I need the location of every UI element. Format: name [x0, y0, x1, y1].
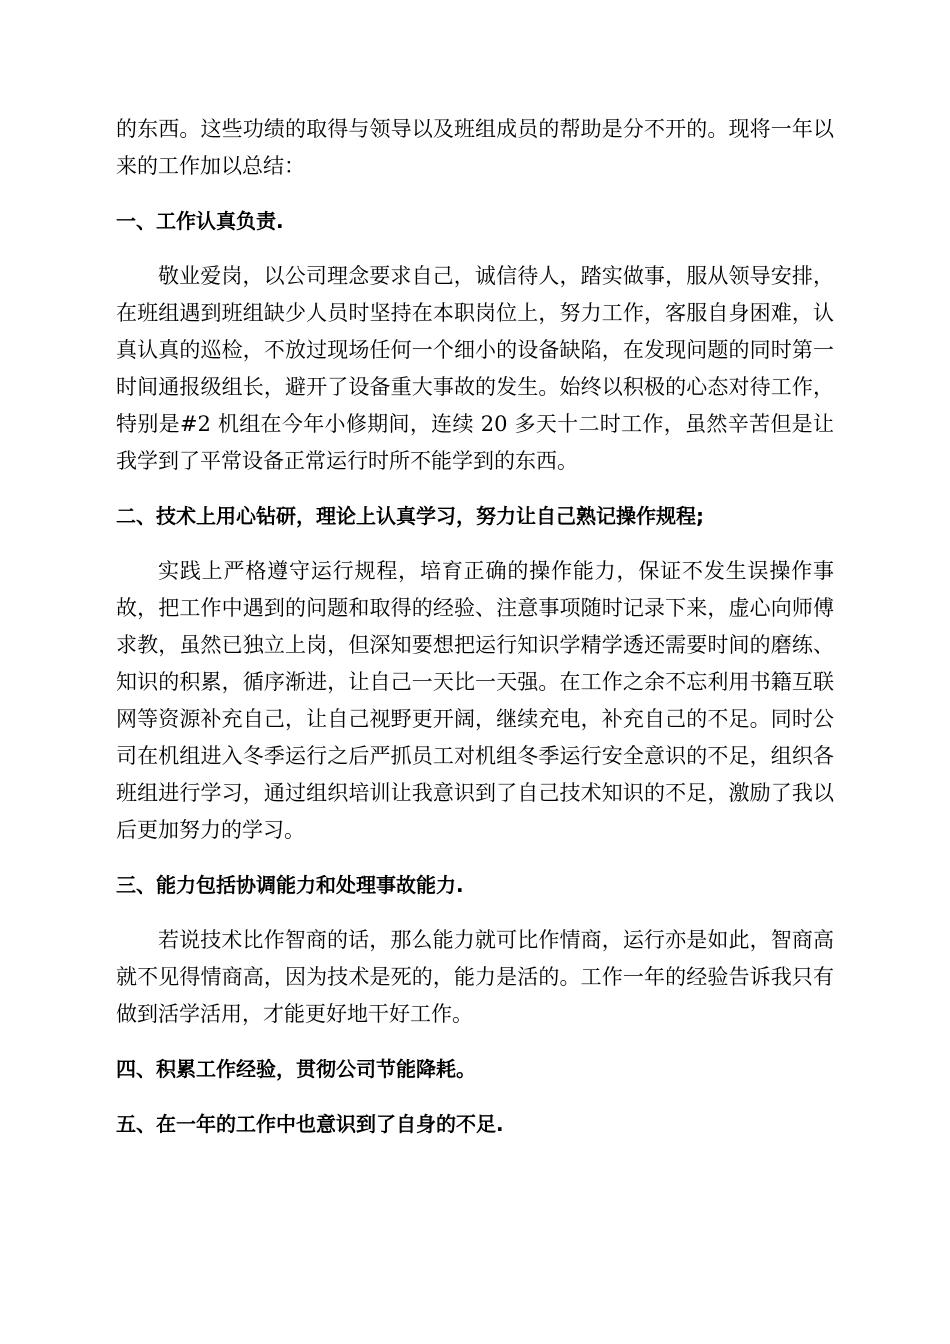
section-body-3: 若说技术比作智商的话，那么能力就可比作情商，运行亦是如此，智商高就不见得情商高，因为技术是死的，能力是活的。工作一年的经验告诉我只有做到活学活用，才能更好地干好工作。 — [116, 928, 834, 1026]
section-body-2: 实践上严格遵守运行规程，培育正确的操作能力，保证不发生误操作事故，把工作中遇到的问题和取得的经验、注意事项随时记录下来，虚心向师傅求教，虽然已独立上岗，但深知要想把运行知识学精学透还需要时间的磨练、知识的积累，循序渐进，让自己一天比一天强。在工作之余不忘利用书籍互联网等资源补充自己，让自己视野更开阔，继续充电，补充自己的不足。同时公司在机组进入冬季运行之后严抓员工对机组冬季运行安全意识的不足，组织各班组进行学习，通过组织培训让我意识到了自己技术知识的不足，激励了我以后更加努力的学习。 — [116, 559, 834, 842]
section-body-1: 敬业爱岗，以公司理念要求自己，诚信待人，踏实做事，服从领导安排，在班组遇到班组缺少人员时坚持在本职岗位上，努力工作，客服自身困难，认真认真的巡检，不放过现场任何一个细小的设备缺陷，在发现问题的同时第一时间通报级组长，避开了设备重大事故的发生。始终以积极的心态对待工作，特别是#2 机组在今年小修期间，连续 20 多天十二时工作，虽然辛苦但是让我学到了平常设备正常运行时所不能学到的东西。 — [116, 264, 834, 473]
section-heading-3: 三、能力包括协调能力和处理事故能力. — [116, 873, 464, 897]
section-heading-4: 四、积累工作经验，贯彻公司节能降耗。 — [116, 1057, 476, 1081]
intro-paragraph: 的东西。这些功绩的取得与领导以及班组成员的帮助是分不开的。现将一年以来的工作加以总结： — [116, 117, 834, 178]
document-content — [116, 111, 834, 1143]
section-heading-5: 五、在一年的工作中也意识到了自身的不足. — [116, 1112, 504, 1136]
section-heading-1: 一、工作认真负责. — [116, 209, 284, 233]
section-heading-2: 二、技术上用心钻研，理论上认真学习，努力让自己熟记操作规程; — [116, 504, 704, 528]
